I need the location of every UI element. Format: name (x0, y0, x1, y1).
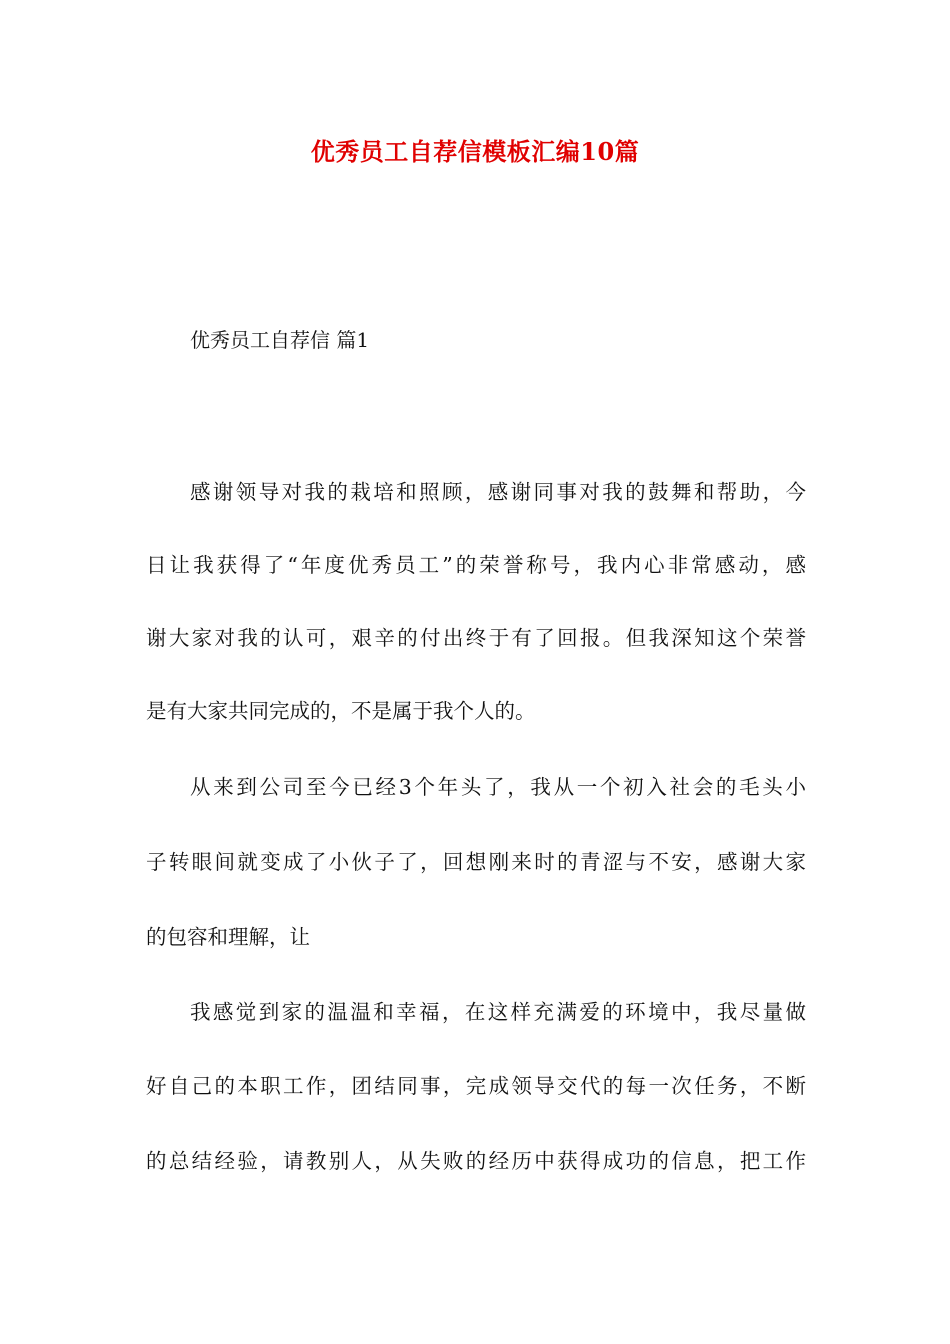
paragraph-2-line-1: 从来到公司至今已经3个年头了，我从一个初入社会的毛头小 (190, 775, 806, 799)
section-heading: 优秀员工自荐信 篇1 (190, 328, 370, 352)
paragraph-3-line-3: 的总结经验，请教别人，从失败的经历中获得成功的信息，把工作 (146, 1149, 806, 1173)
document-title: 优秀员工自荐信模板汇编10篇 (310, 137, 640, 166)
paragraph-3-line-2: 好自己的本职工作，团结同事，完成领导交代的每一次任务，不断 (146, 1074, 806, 1098)
paragraph-2-line-3: 的包容和理解，让 (146, 925, 310, 949)
paragraph-3-line-1: 我感觉到家的温温和幸福，在这样充满爱的环境中，我尽量做 (190, 1000, 806, 1024)
document-body (146, 0, 806, 1344)
paragraph-1-line-3: 谢大家对我的认可，艰辛的付出终于有了回报。但我深知这个荣誉 (146, 626, 806, 650)
paragraph-1-line-2: 日让我获得了“年度优秀员工”的荣誉称号，我内心非常感动，感 (146, 553, 806, 577)
paragraph-2-line-2: 子转眼间就变成了小伙子了，回想刚来时的青涩与不安，感谢大家 (146, 850, 806, 874)
paragraph-1-line-1: 感谢领导对我的栽培和照顾，感谢同事对我的鼓舞和帮助，今 (190, 480, 806, 504)
paragraph-1-line-4: 是有大家共同完成的，不是属于我个人的。 (146, 699, 536, 723)
